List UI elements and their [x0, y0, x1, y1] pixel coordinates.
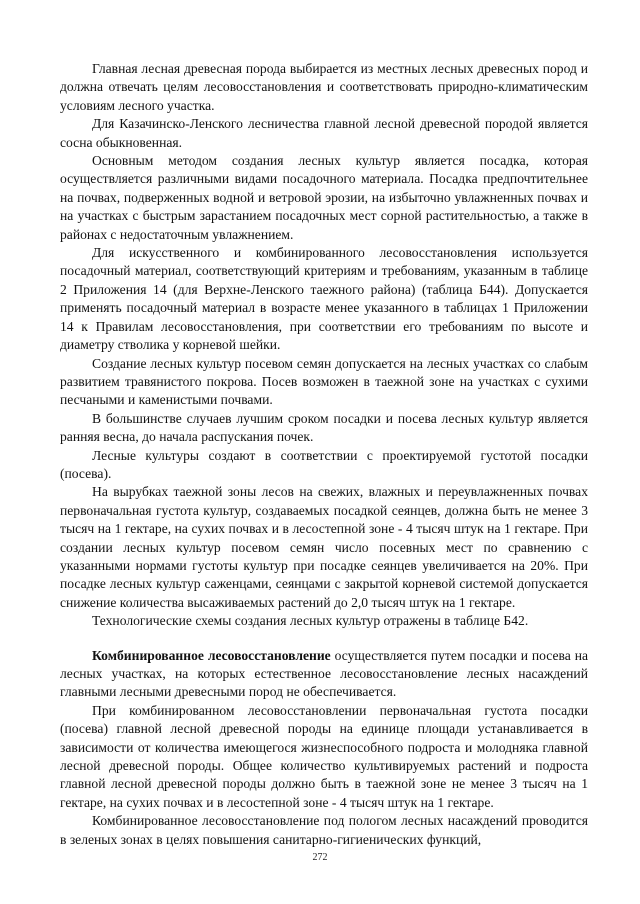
paragraph-technology-schemes	[60, 612, 588, 630]
paragraph-forestry-species	[60, 115, 588, 152]
paragraph-planting-material	[60, 244, 588, 354]
page-number: 272	[312, 852, 328, 863]
paragraph-under-canopy	[60, 812, 588, 849]
paragraph-text: Для искусственного и комбинированного лесовосстановления используется посадочный материал, соответствующий критериям и требованиям, указанным в таблице 2 Приложения 14 (для Верхне-Ленского таежного района) (таблица Б44). Допускается применять посадочный материал в возрасте менее указанного в таблицах 1 Приложении 14 к Правилам лесовосстановления, при соответствии его требованиям по высоте и диаметру стволика у корневой шейки.	[60, 245, 588, 353]
paragraph-text: При комбинированном лесовосстановлении первоначальная густота посадки (посева) главной лесной древесной породы на единице площади устанавливается в зависимости от количества имеющегося жизнеспособного подроста и молодняка главной лесной древесной породы. Общее количество культивируемых растений и подроста главной лесной древесной породы должно быть в таежной зоне не менее 3 тысяч на 1 гектаре, на сухих почвах и в лесостепной зоне - 4 тысяч штук на 1 гектаре.	[60, 702, 588, 810]
paragraph-text: Для Казачинско-Ленского лесничества главной лесной древесной породой является сосна обыкновенная.	[60, 116, 588, 150]
paragraph-text: На вырубках таежной зоны лесов на свежих, влажных и переувлажненных почвах первоначальная густота культур, создаваемых посадкой сеянцев, должна быть не менее 3 тысяч на 1 гектаре, на сухих почвах и в лесостепной зоне - 4 тысяч штук на 1 гектаре. При создании лесных культур посевом семян число посевных мест по сравнению с указанными нормами густоты культур при посадке сеянцев увеличивается на 20%. При посадке лесных культур саженцами, сеянцами с закрытой корневой системой допускается снижение количества высаживаемых растений до 2,0 тысяч штук на 1 гектаре.	[60, 484, 588, 610]
paragraph-planting-method	[60, 152, 588, 244]
paragraph-timing	[60, 410, 588, 447]
paragraph-text: Лесные культуры создают в соответствии с проектируемой густотой посадки (посева).	[60, 447, 588, 481]
paragraph-density	[60, 447, 588, 484]
paragraph-combined-density	[60, 702, 588, 812]
paragraph-text: Технологические схемы создания лесных культур отражены в таблице Б42.	[92, 613, 529, 629]
paragraph-seeding	[60, 355, 588, 410]
document-page	[60, 60, 588, 849]
paragraph-text: Основным методом создания лесных культур является посадка, которая осуществляется различными видами посадочного материала. Посадка предпочтительнее на почвах, подверженных водной и ветровой эрозии, на избыточно увлажненных почвах и на участках с быстрым зарастанием посадочных мест сорной растительностью, а также в районах с недостаточным увлажнением.	[60, 153, 588, 242]
paragraph-main-species	[60, 60, 588, 115]
paragraph-combined-reforestation	[60, 647, 588, 702]
paragraph-initial-density	[60, 483, 588, 612]
paragraph-text: Комбинированное лесовосстановление под пологом лесных насаждений проводится в зеленых зонах в целях повышения санитарно-гигиенических функций,	[60, 813, 588, 847]
bold-term: Комбинированное лесовосстановление	[92, 647, 331, 663]
paragraph-text: осуществляется путем посадки и посева на лесных участках, на которых естественное лесовосстановление лесных насаждений главными лесными древесными пород не обеспечивается.	[60, 647, 589, 700]
paragraph-text: Главная лесная древесная порода выбирается из местных лесных древесных пород и должна отвечать целям лесовосстановления и соответствовать природно-климатическим условиям лесного участка.	[60, 61, 588, 113]
paragraph-text: Создание лесных культур посевом семян допускается на лесных участках со слабым развитием травянистого покрова. Посев возможен в таежной зоне на участках с сухими песчаными и каменистыми почвами.	[60, 355, 588, 408]
paragraph-text: В большинстве случаев лучшим сроком посадки и посева лесных культур является ранняя весна, до начала распускания почек.	[60, 410, 588, 445]
